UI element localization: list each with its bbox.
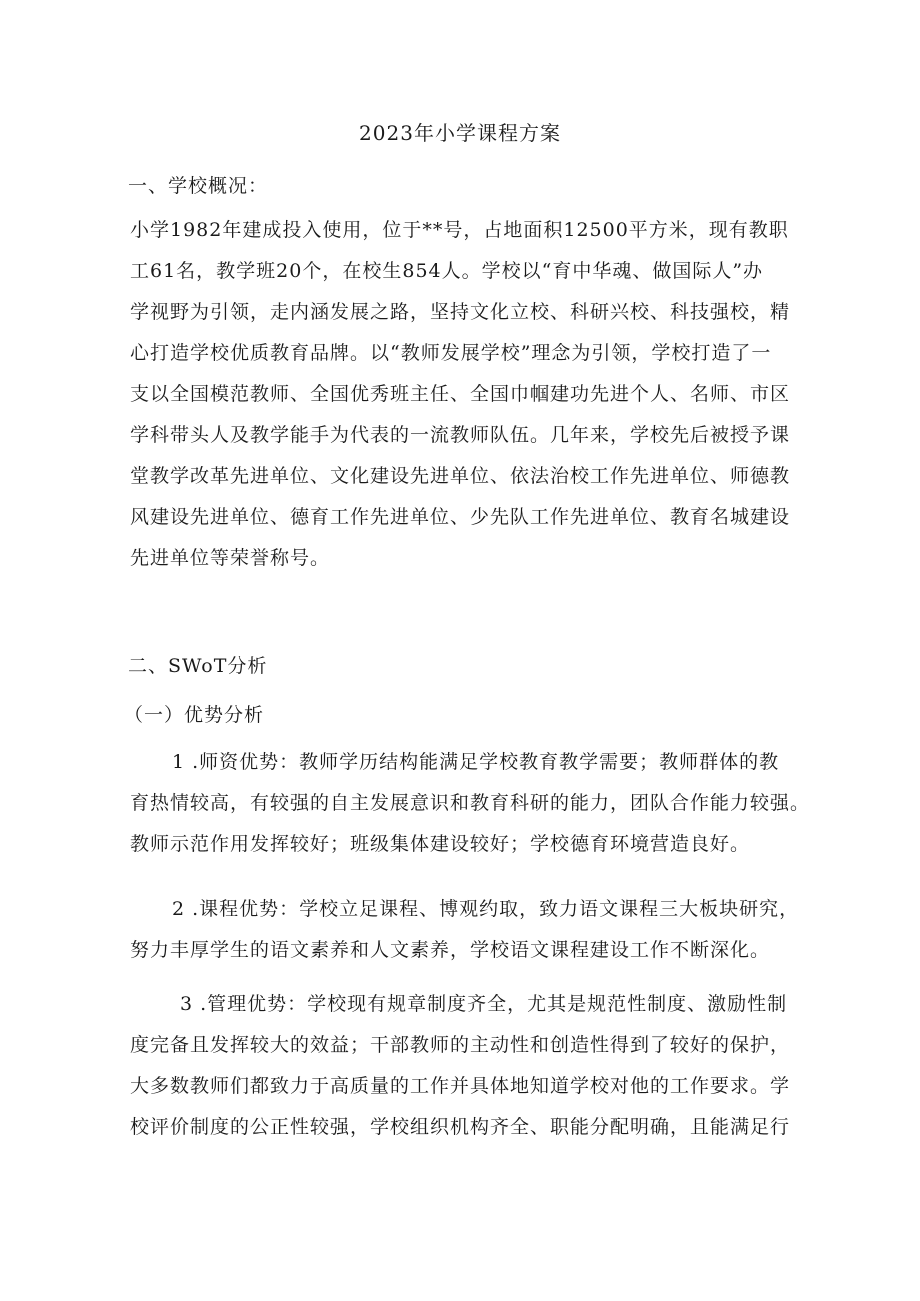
paragraph-line: 学科带头人及教学能手为代表的一流教师队伍。几年来，学校先后被授予课	[130, 424, 791, 446]
paragraph-line: 教师示范作用发挥较好；班级集体建设较好；学校德育环境营造良好。	[130, 833, 751, 855]
document-title: 2023年小学课程方案	[359, 121, 561, 145]
paragraph-line: 支以全国模范教师、全国优秀班主任、全国巾帼建功先进个人、名师、市区	[130, 383, 791, 405]
subsection-heading-strengths: （一）优势分析	[124, 704, 265, 726]
section-heading-swot: 二、SWoT分析	[128, 655, 268, 677]
strength-item-management	[130, 984, 800, 1148]
paragraph-line: 校评价制度的公正性较强，学校组织机构齐全、职能分配明确，且能满足行	[130, 1116, 791, 1138]
paragraph-line: 堂教学改革先进单位、文化建设先进单位、依法治校工作先进单位、师德教	[130, 465, 791, 487]
paragraph-line: 努力丰厚学生的语文素养和人文素养，学校语文课程建设工作不断深化。	[130, 939, 771, 961]
strength-item-teachers	[130, 742, 811, 865]
school-overview-paragraph	[130, 210, 800, 579]
paragraph-line: 3 .管理优势：学校现有规章制度齐全，尤其是规范性制度、激励性制	[180, 993, 788, 1015]
paragraph-line: 1 .师资优势：教师学历结构能满足学校教育教学需要；教师群体的教	[172, 751, 780, 773]
paragraph-line: 小学1982年建成投入使用，位于**号，占地面积12500平方米，现有教职	[130, 219, 789, 241]
section-heading-school-overview: 一、学校概况：	[128, 175, 269, 197]
paragraph-line: 2 .课程优势：学校立足课程、博观约取，致力语文课程三大板块研究，	[172, 898, 800, 920]
paragraph-line: 学视野为引领，走内涵发展之路，坚持文化立校、科研兴校、科技强校，精	[130, 301, 791, 323]
paragraph-line: 度完备且发挥较大的效益；干部教师的主动性和创造性得到了较好的保护，	[130, 1034, 791, 1056]
paragraph-line: 心打造学校优质教育品牌。以“教师发展学校”理念为引领，学校打造了一	[130, 342, 772, 364]
strength-item-curriculum	[130, 889, 800, 971]
paragraph-line: 工61名，教学班20个，在校生854人。学校以“育中华魂、做国际人”办	[130, 260, 764, 282]
paragraph-line: 风建设先进单位、德育工作先进单位、少先队工作先进单位、教育名城建设	[130, 506, 791, 528]
paragraph-line: 大多数教师们都致力于高质量的工作并具体地知道学校对他的工作要求。学	[130, 1075, 791, 1097]
paragraph-line: 育热情较高，有较强的自主发展意识和教育科研的能力，团队合作能力较强。	[130, 792, 811, 814]
paragraph-line: 先进单位等荣誉称号。	[130, 547, 331, 569]
